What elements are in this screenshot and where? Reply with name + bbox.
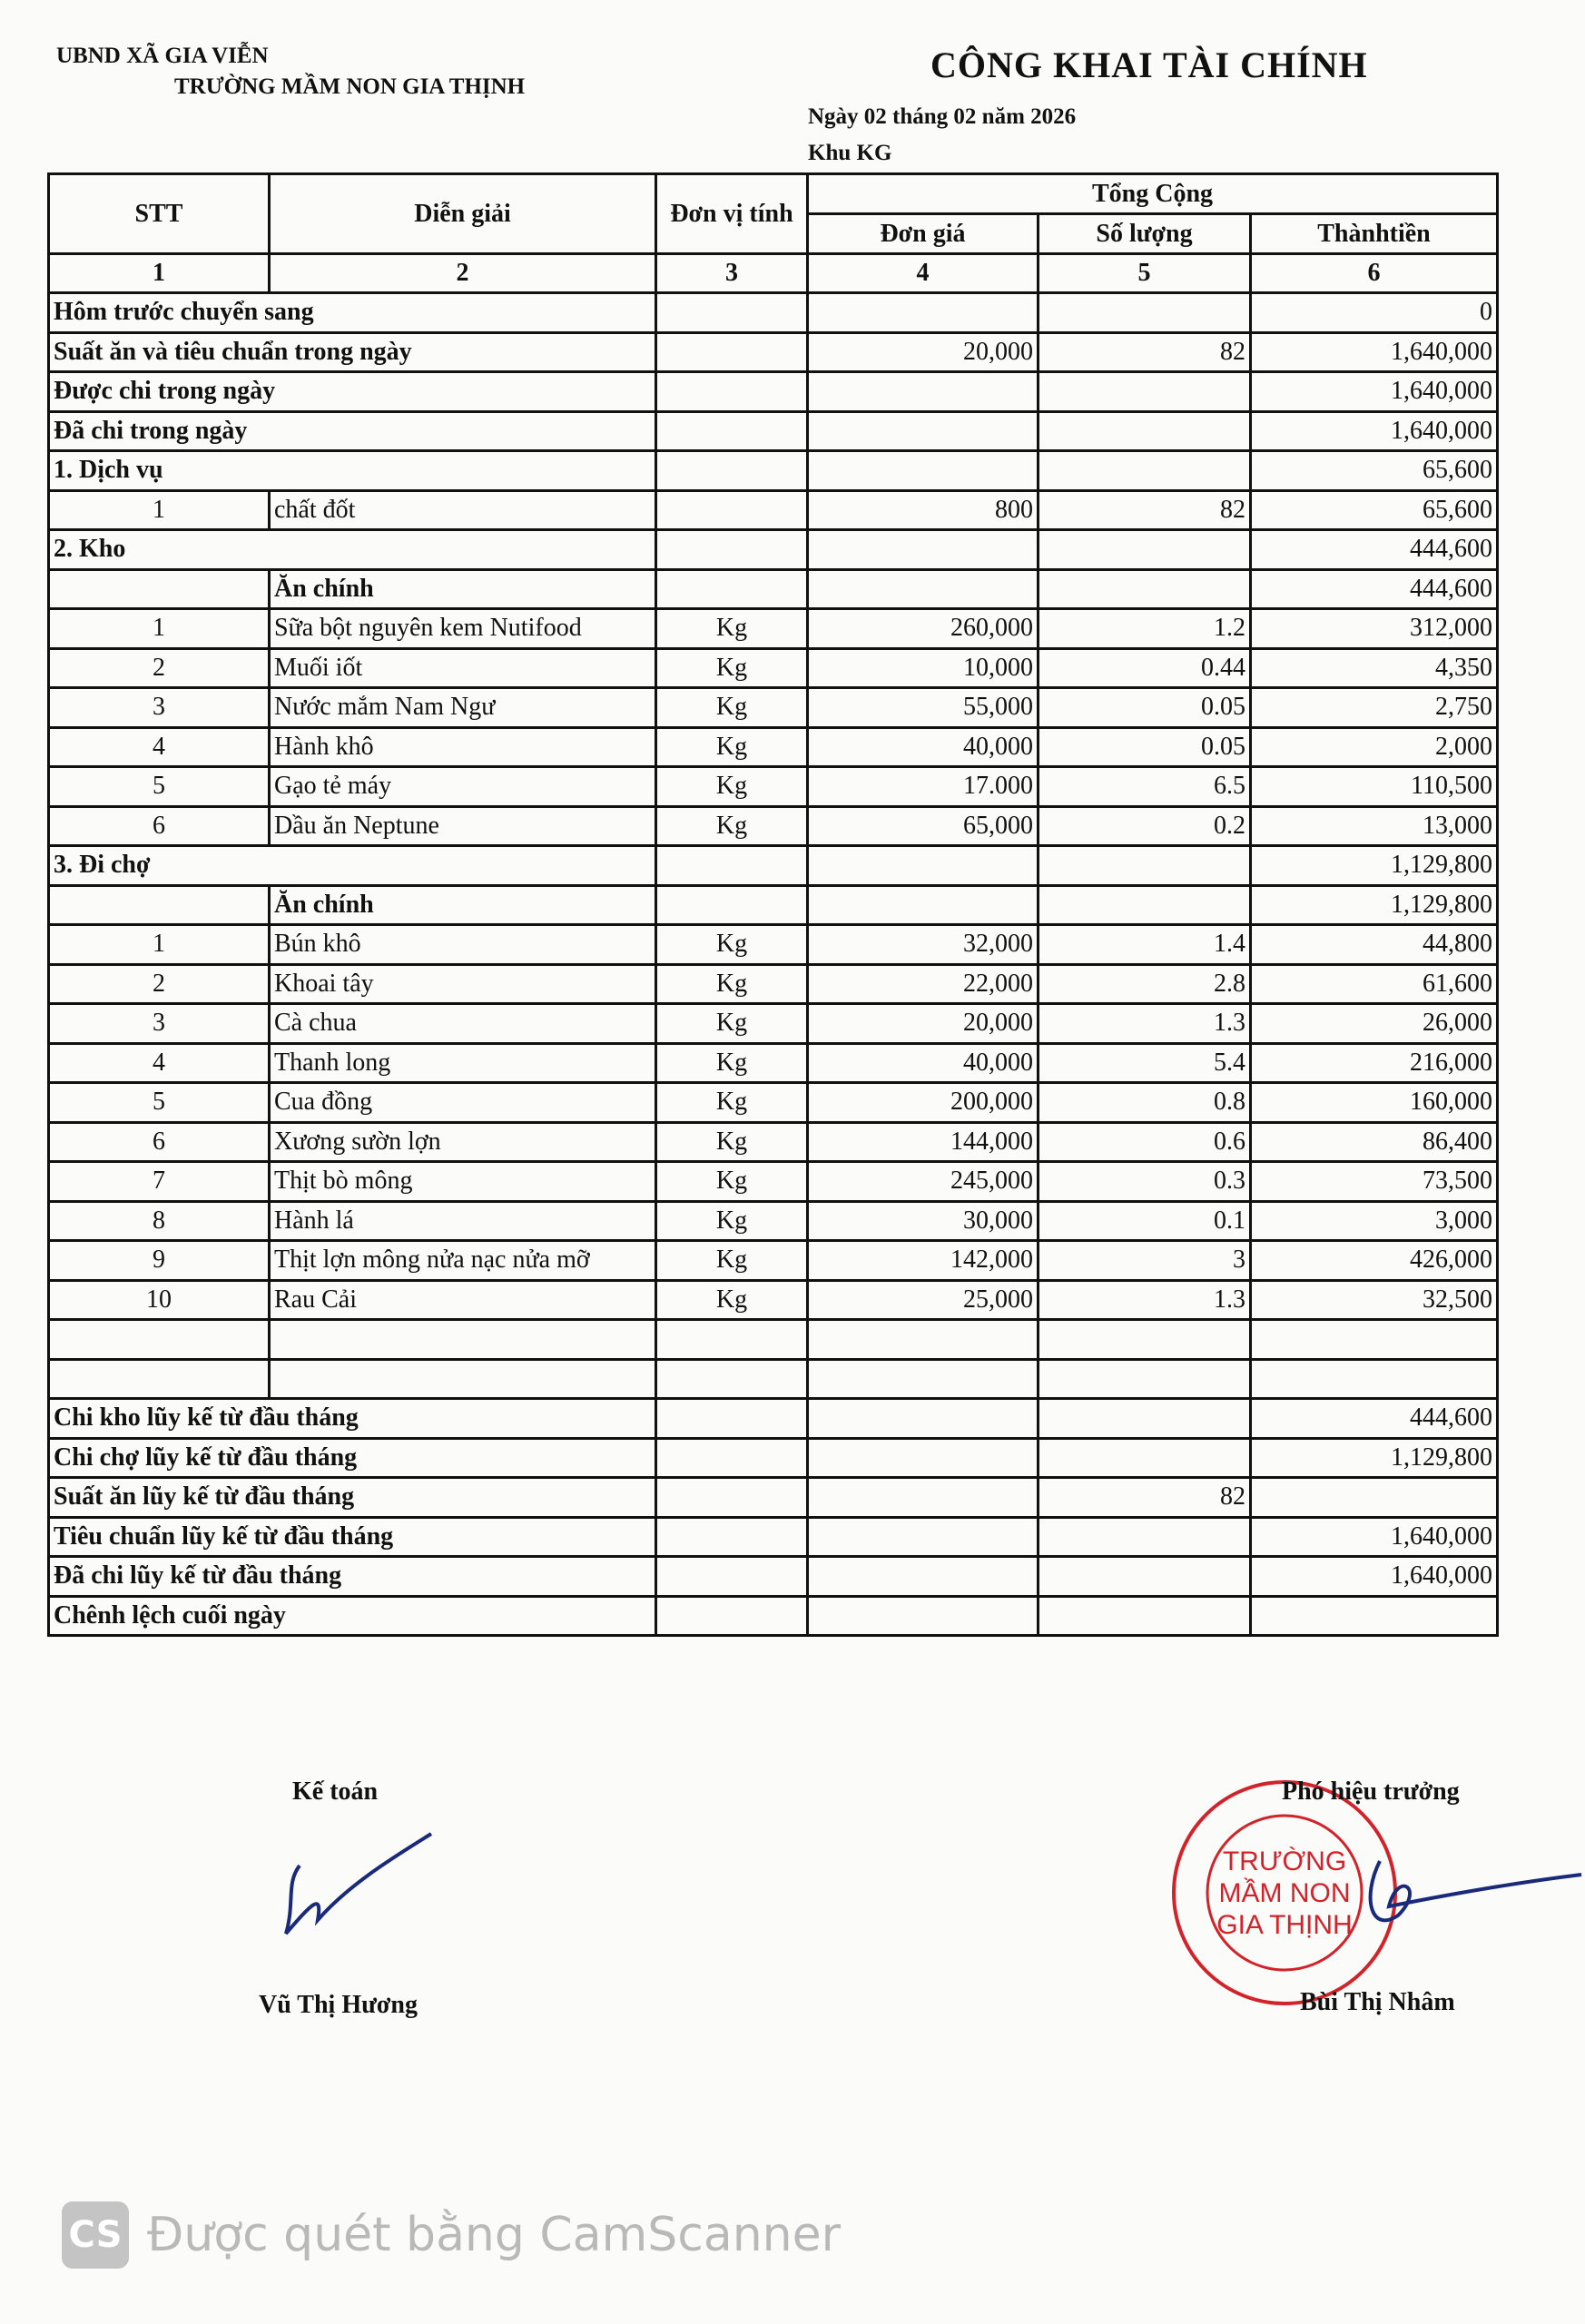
accountant-signature: [259, 1829, 440, 1947]
amount: 3,000: [1251, 1201, 1498, 1241]
stt-cell: 3: [49, 688, 270, 728]
table-row: [49, 372, 1498, 412]
unit-price: 800: [808, 490, 1039, 530]
quantity: 6.5: [1039, 767, 1251, 807]
unit-price: [808, 846, 1039, 886]
unit-price: [808, 451, 1039, 491]
row-label: Đã chi lũy kế từ đầu tháng: [49, 1557, 656, 1597]
table-row: [49, 530, 1498, 570]
unit-price: [808, 411, 1039, 451]
stt-cell: 8: [49, 1201, 270, 1241]
unit-cell: [656, 293, 808, 333]
quantity: 1.4: [1039, 925, 1251, 965]
unit-cell: Kg: [656, 767, 808, 807]
table-row: [49, 1359, 1498, 1399]
school-name: TRƯỜNG MẦM NON GIA THỊNH: [174, 74, 526, 99]
item-description: Cua đồng: [270, 1083, 656, 1123]
quantity: 2.8: [1039, 964, 1251, 1004]
unit-price: [808, 1438, 1039, 1478]
unit-cell: [656, 411, 808, 451]
unit-cell: [656, 1478, 808, 1518]
item-description: [270, 1359, 656, 1399]
unit-price: 142,000: [808, 1241, 1039, 1281]
item-description: Xương sườn lợn: [270, 1122, 656, 1162]
amount: 65,600: [1251, 490, 1498, 530]
quantity: 3: [1039, 1241, 1251, 1281]
accountant-title: Kế toán: [292, 1777, 379, 1806]
item-description: Rau Cải: [270, 1280, 656, 1320]
unit-cell: Kg: [656, 727, 808, 767]
table-row: [49, 1478, 1498, 1518]
table-row: [49, 411, 1498, 451]
unit-cell: [656, 1399, 808, 1439]
stt-cell: 5: [49, 1083, 270, 1123]
unit-cell: [656, 1438, 808, 1478]
subsection-label: Ăn chính: [270, 885, 656, 925]
table-row: [49, 1241, 1498, 1281]
item-description: [270, 1320, 656, 1360]
unit-price: [808, 1320, 1039, 1360]
unit-price: [808, 569, 1039, 609]
vice-principal-name: Bùi Thị Nhâm: [1300, 1988, 1455, 2016]
amount: 61,600: [1251, 964, 1498, 1004]
unit-cell: Kg: [656, 1004, 808, 1044]
unit-cell: [656, 1359, 808, 1399]
unit-price: 55,000: [808, 688, 1039, 728]
row-label: 1. Dịch vụ: [49, 451, 656, 491]
unit-price: 20,000: [808, 332, 1039, 372]
row-label: Được chi trong ngày: [49, 372, 656, 412]
header-qty: Số lượng: [1039, 214, 1251, 254]
unit-cell: [656, 885, 808, 925]
table-row: [49, 609, 1498, 649]
quantity: 1.3: [1039, 1004, 1251, 1044]
unit-cell: [656, 846, 808, 886]
stt-cell: [49, 885, 270, 925]
amount: 1,129,800: [1251, 885, 1498, 925]
item-description: Dầu ăn Neptune: [270, 806, 656, 846]
table-row: [49, 451, 1498, 491]
amount: 1,640,000: [1251, 332, 1498, 372]
unit-cell: Kg: [656, 1241, 808, 1281]
unit-price: [808, 1557, 1039, 1597]
page-title: CÔNG KHAI TÀI CHÍNH: [930, 44, 1368, 85]
table-row: [49, 490, 1498, 530]
accountant-name: Vũ Thị Hương: [259, 1991, 418, 2019]
item-description: Thanh long: [270, 1043, 656, 1083]
quantity: 0.44: [1039, 648, 1251, 688]
stt-cell: [49, 1359, 270, 1399]
table-row: [49, 885, 1498, 925]
amount: 26,000: [1251, 1004, 1498, 1044]
row-label: Suất ăn và tiêu chuẩn trong ngày: [49, 332, 656, 372]
amount: 216,000: [1251, 1043, 1498, 1083]
header-unit: Đơn vị tính: [656, 174, 808, 254]
unit-price: 10,000: [808, 648, 1039, 688]
row-label: 2. Kho: [49, 530, 656, 570]
amount: 160,000: [1251, 1083, 1498, 1123]
unit-cell: Kg: [656, 1043, 808, 1083]
unit-price: 200,000: [808, 1083, 1039, 1123]
unit-price: [808, 530, 1039, 570]
amount: 110,500: [1251, 767, 1498, 807]
unit-cell: Kg: [656, 806, 808, 846]
unit-cell: [656, 1320, 808, 1360]
quantity: [1039, 1438, 1251, 1478]
quantity: 0.1: [1039, 1201, 1251, 1241]
amount: 1,129,800: [1251, 846, 1498, 886]
amount: 1,640,000: [1251, 411, 1498, 451]
stt-cell: 3: [49, 1004, 270, 1044]
row-label: Chênh lệch cuối ngày: [49, 1596, 656, 1636]
stt-cell: 1: [49, 609, 270, 649]
table-row: [49, 1280, 1498, 1320]
header-price: Đơn giá: [808, 214, 1039, 254]
amount: 65,600: [1251, 451, 1498, 491]
subsection-label: Ăn chính: [270, 569, 656, 609]
quantity: [1039, 451, 1251, 491]
column-number: 2: [270, 254, 656, 293]
finance-table: [47, 172, 1499, 1637]
table-row: [49, 1320, 1498, 1360]
amount: 32,500: [1251, 1280, 1498, 1320]
table-row: [49, 1557, 1498, 1597]
quantity: 5.4: [1039, 1043, 1251, 1083]
quantity: [1039, 293, 1251, 333]
unit-price: [808, 1596, 1039, 1636]
quantity: [1039, 1596, 1251, 1636]
unit-cell: [656, 530, 808, 570]
stt-cell: 4: [49, 1043, 270, 1083]
org-name: UBND XÃ GIA VIỄN: [56, 44, 269, 68]
unit-cell: Kg: [656, 964, 808, 1004]
quantity: 0.05: [1039, 688, 1251, 728]
stt-cell: 6: [49, 1122, 270, 1162]
unit-price: 40,000: [808, 1043, 1039, 1083]
camscanner-watermark: [62, 2201, 841, 2269]
table-row: [49, 1083, 1498, 1123]
vice-principal-signature: [1344, 1843, 1585, 1952]
table-row: [49, 1596, 1498, 1636]
amount: 444,600: [1251, 569, 1498, 609]
unit-cell: [656, 451, 808, 491]
quantity: 1.2: [1039, 609, 1251, 649]
quantity: 0.8: [1039, 1083, 1251, 1123]
unit-cell: Kg: [656, 648, 808, 688]
header-desc: Diễn giải: [270, 174, 656, 254]
row-label: Hôm trước chuyển sang: [49, 293, 656, 333]
quantity: 82: [1039, 1478, 1251, 1518]
watermark-text: Được quét bằng CamScanner: [147, 2208, 842, 2262]
unit-cell: [656, 332, 808, 372]
amount: 0: [1251, 293, 1498, 333]
quantity: [1039, 530, 1251, 570]
table-row: [49, 727, 1498, 767]
unit-price: 20,000: [808, 1004, 1039, 1044]
table-row: [49, 1122, 1498, 1162]
table-row: [49, 964, 1498, 1004]
amount: 44,800: [1251, 925, 1498, 965]
amount: 1,129,800: [1251, 1438, 1498, 1478]
amount: 1,640,000: [1251, 372, 1498, 412]
row-label: 3. Đi chợ: [49, 846, 656, 886]
item-description: Hành khô: [270, 727, 656, 767]
column-number: 4: [808, 254, 1039, 293]
header-amount: Thànhtiền: [1251, 214, 1498, 254]
unit-cell: Kg: [656, 1162, 808, 1202]
table-row: [49, 1043, 1498, 1083]
row-label: Chi chợ lũy kế từ đầu tháng: [49, 1438, 656, 1478]
unit-cell: [656, 1517, 808, 1557]
amount: 73,500: [1251, 1162, 1498, 1202]
amount: [1251, 1320, 1498, 1360]
unit-cell: Kg: [656, 1201, 808, 1241]
quantity: [1039, 1320, 1251, 1360]
amount: 444,600: [1251, 530, 1498, 570]
quantity: [1039, 1557, 1251, 1597]
camscanner-logo-icon: CS: [62, 2201, 129, 2269]
item-description: Bún khô: [270, 925, 656, 965]
stt-cell: 6: [49, 806, 270, 846]
unit-price: 245,000: [808, 1162, 1039, 1202]
quantity: [1039, 411, 1251, 451]
amount: 426,000: [1251, 1241, 1498, 1281]
item-description: Gạo tẻ máy: [270, 767, 656, 807]
amount: 86,400: [1251, 1122, 1498, 1162]
svg-text:GIA THỊNH: GIA THỊNH: [1216, 1910, 1353, 1940]
table-row: [49, 846, 1498, 886]
unit-price: [808, 885, 1039, 925]
stt-cell: [49, 1320, 270, 1360]
header-total-group: Tổng Cộng: [808, 174, 1498, 214]
quantity: [1039, 1359, 1251, 1399]
table-row: [49, 1162, 1498, 1202]
amount: 444,600: [1251, 1399, 1498, 1439]
item-description: Thịt bò mông: [270, 1162, 656, 1202]
row-label: Chi kho lũy kế từ đầu tháng: [49, 1399, 656, 1439]
table-row: [49, 1201, 1498, 1241]
quantity: 1.3: [1039, 1280, 1251, 1320]
unit-cell: [656, 372, 808, 412]
unit-price: 144,000: [808, 1122, 1039, 1162]
amount: 1,640,000: [1251, 1517, 1498, 1557]
column-number: 3: [656, 254, 808, 293]
svg-text:MẦM NON: MẦM NON: [1218, 1878, 1351, 1908]
unit-cell: Kg: [656, 1083, 808, 1123]
table-row: [49, 1438, 1498, 1478]
table-row: [49, 648, 1498, 688]
table-row: [49, 1399, 1498, 1439]
item-description: Khoai tây: [270, 964, 656, 1004]
unit-price: 30,000: [808, 1201, 1039, 1241]
item-description: Cà chua: [270, 1004, 656, 1044]
row-label: Tiêu chuẩn lũy kế từ đầu tháng: [49, 1517, 656, 1557]
quantity: [1039, 569, 1251, 609]
column-number: 5: [1039, 254, 1251, 293]
unit-cell: Kg: [656, 688, 808, 728]
unit-price: 40,000: [808, 727, 1039, 767]
quantity: [1039, 1517, 1251, 1557]
unit-price: 17.000: [808, 767, 1039, 807]
unit-cell: [656, 1557, 808, 1597]
stt-cell: 2: [49, 964, 270, 1004]
quantity: [1039, 846, 1251, 886]
amount: 1,640,000: [1251, 1557, 1498, 1597]
unit-price: [808, 293, 1039, 333]
unit-price: 260,000: [808, 609, 1039, 649]
amount: 2,000: [1251, 727, 1498, 767]
quantity: [1039, 372, 1251, 412]
column-number: 6: [1251, 254, 1498, 293]
stt-cell: 5: [49, 767, 270, 807]
quantity: [1039, 1399, 1251, 1439]
stt-cell: 2: [49, 648, 270, 688]
unit-cell: Kg: [656, 1122, 808, 1162]
table-row: [49, 1004, 1498, 1044]
header-stt: STT: [49, 174, 270, 254]
table-row: [49, 332, 1498, 372]
report-date: Ngày 02 tháng 02 năm 2026: [808, 104, 1077, 129]
quantity: 0.6: [1039, 1122, 1251, 1162]
unit-cell: [656, 569, 808, 609]
stt-cell: 1: [49, 490, 270, 530]
stt-cell: 1: [49, 925, 270, 965]
column-number: 1: [49, 254, 270, 293]
item-description: Sữa bột nguyên kem Nutifood: [270, 609, 656, 649]
stt-cell: 10: [49, 1280, 270, 1320]
quantity: 0.3: [1039, 1162, 1251, 1202]
unit-price: [808, 372, 1039, 412]
amount: [1251, 1478, 1498, 1518]
unit-cell: Kg: [656, 609, 808, 649]
table-row: [49, 767, 1498, 807]
unit-price: [808, 1399, 1039, 1439]
item-description: chất đốt: [270, 490, 656, 530]
quantity: [1039, 885, 1251, 925]
row-label: Đã chi trong ngày: [49, 411, 656, 451]
unit-price: 22,000: [808, 964, 1039, 1004]
stt-cell: 9: [49, 1241, 270, 1281]
stt-cell: [49, 569, 270, 609]
svg-text:TRƯỜNG: TRƯỜNG: [1222, 1846, 1347, 1876]
table-row: [49, 925, 1498, 965]
vice-principal-title: Phó hiệu trưởng: [1282, 1777, 1460, 1806]
amount: [1251, 1359, 1498, 1399]
table-row: [49, 569, 1498, 609]
quantity: 82: [1039, 332, 1251, 372]
amount: 2,750: [1251, 688, 1498, 728]
amount: 312,000: [1251, 609, 1498, 649]
item-description: Hành lá: [270, 1201, 656, 1241]
unit-price: 32,000: [808, 925, 1039, 965]
unit-price: 65,000: [808, 806, 1039, 846]
amount: 4,350: [1251, 648, 1498, 688]
unit-price: [808, 1517, 1039, 1557]
unit-cell: [656, 490, 808, 530]
area-label: Khu KG: [808, 141, 892, 165]
unit-price: [808, 1478, 1039, 1518]
unit-cell: Kg: [656, 1280, 808, 1320]
table-row: [49, 806, 1498, 846]
unit-cell: Kg: [656, 925, 808, 965]
table-row: [49, 293, 1498, 333]
unit-price: [808, 1359, 1039, 1399]
quantity: 0.2: [1039, 806, 1251, 846]
stt-cell: 7: [49, 1162, 270, 1202]
amount: 13,000: [1251, 806, 1498, 846]
amount: [1251, 1596, 1498, 1636]
unit-cell: [656, 1596, 808, 1636]
item-description: Nước mắm Nam Ngư: [270, 688, 656, 728]
quantity: 82: [1039, 490, 1251, 530]
item-description: Muối iốt: [270, 648, 656, 688]
row-label: Suất ăn lũy kế từ đầu tháng: [49, 1478, 656, 1518]
item-description: Thịt lợn mông nửa nạc nửa mỡ: [270, 1241, 656, 1281]
table-row: [49, 688, 1498, 728]
stt-cell: 4: [49, 727, 270, 767]
quantity: 0.05: [1039, 727, 1251, 767]
unit-price: 25,000: [808, 1280, 1039, 1320]
table-row: [49, 1517, 1498, 1557]
